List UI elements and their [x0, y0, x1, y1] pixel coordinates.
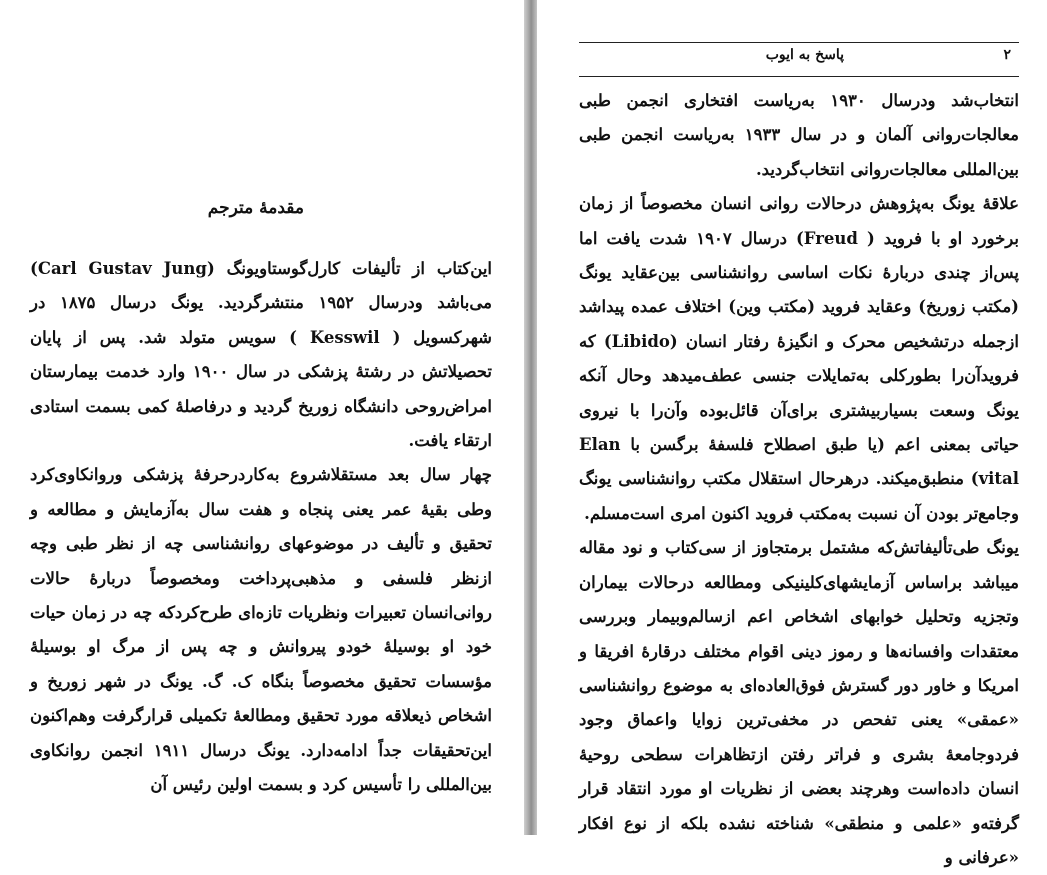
page-number: ۲ [1003, 47, 1011, 63]
header-rule-top [579, 42, 1019, 43]
left-page [0, 0, 524, 835]
right-page [537, 0, 1047, 867]
book-gutter [524, 0, 537, 835]
header-rule-bottom [579, 76, 1019, 77]
paragraph: این‌کتاب از تألیفات کارل‌گوستاویونگ (Carl Gustav Jung) می‌باشد ودرسال ۱۹۵۲ منتشرگردید. یونگ درسال ۱۸۷۵ در شهرکسویل ( Kesswil ) سویس متولد شد. پس از پایان تحصیلاتش در رشتهٔ پزشکی در سال ۱۹۰۰ وارد خدمت بیمارستان امراض‌روحی دانشگاه زوریخ گردید و درفاصلهٔ کمی بسمت استادی ارتقاء یافت. [30, 259, 492, 451]
running-title: پاسخ به ایوب [765, 47, 844, 63]
section-heading: مقدمهٔ مترجم [207, 198, 304, 218]
paragraph: علاقهٔ یونگ به‌پژوهش درحالات روانی انسان مخصوصاً از زمان برخورد او با فروید ( Freud) درسال ۱۹۰۷ شدت یافت اما پس‌از چندی دربارهٔ نکات اساسی روانشناسی بین‌عقاید یونگ (مکتب زوریخ) وعقاید فروید (مکتب وین) اختلاف عمده پیداشد ازجمله درتشخیص محرک و انگیزهٔ رفتار انسان (Libido) که فرویدآن‌را بطورکلی به‌تمایلات جنسی عطف‌میدهد وحال آنکه یونگ وسعت بسیاربیشتری برای‌آن قائل‌بوده وآن‌را با نیروی حیاتی بمعنی اعم (یا طبق اصطلاح فلسفهٔ برگسن با Elan vital) منطبق‌میکند. درهرحال استقلال مکتب روانشناسی یونگ وجامع‌تر بودن آن نسبت به‌مکتب فروید اکنون امری است‌مسلم. [579, 194, 1020, 523]
running-head [579, 47, 1019, 71]
paragraph: انتخاب‌شد ودرسال ۱۹۳۰ به‌ریاست افتخاری انجمن طبی معالجات‌روانی آلمان و در سال ۱۹۳۳ به‌ریاست انجمن طبی بین‌المللی معالجات‌روانی انتخاب‌گردید. [579, 91, 1020, 179]
left-body-text [30, 252, 492, 803]
right-body-text [579, 84, 1019, 875]
paragraph: چهار سال بعد مستقلاشروع به‌کاردرحرفهٔ پزشکی وروانکاوی‌کرد وطی بقیهٔ عمر یعنی پنجاه و هفت سال به‌آزمایش و مطالعه و تحقیق و تألیف در موضوعهای روانشناسی چه از نظر طبی وچه ازنظر فلسفی و مذهبی‌پرداخت ومخصوصاً دربارهٔ حالات روانی‌انسان تعبیرات ونظریات تازه‌ای طرح‌کردکه چه در زمان حیات خود او بوسیلهٔ خودو پیروانش و چه پس از مرگ او بوسیلهٔ مؤسسات تحقیق مخصوصاً بنگاه ک. گ. یونگ در شهر زوریخ و اشخاص ذیعلاقه مورد تحقیق ومطالعهٔ تکمیلی قرارگرفت وهم‌اکنون این‌تحقیقات جداً ادامه‌دارد. یونگ درسال ۱۹۱۱ انجمن روانکاوی بین‌المللی را تأسیس کرد و بسمت اولین رئیس آن [30, 465, 492, 795]
paragraph: یونگ طی‌تألیفاتش‌که مشتمل برمتجاوز از سی‌کتاب و نود مقاله میباشد براساس آزمایشهای‌کلینیکی ومطالعه درحالات بیماران وتجزیه وتحلیل خوابهای اشخاص اعم ازسالم‌وبیمار وبررسی معتقدات وافسانه‌ها و رموز دینی اقوام مختلف درقارهٔ افریقا و امریکا و خاور دور گسترش فوق‌العاده‌ای به موضوع روانشناسی «عمقی» یعنی تفحص در مخفی‌ترین زوایا واعماق وجود فردوجامعهٔ بشری و فراتر رفتن ازتظاهرات سطحی روحیهٔ انسان داده‌است وهرچند بعضی از نظریات او مورد انتقاد قرار گرفته‌و «علمی و منطقی» شناخته نشده بلکه از نوع افکار «عرفانی و [579, 538, 1019, 867]
